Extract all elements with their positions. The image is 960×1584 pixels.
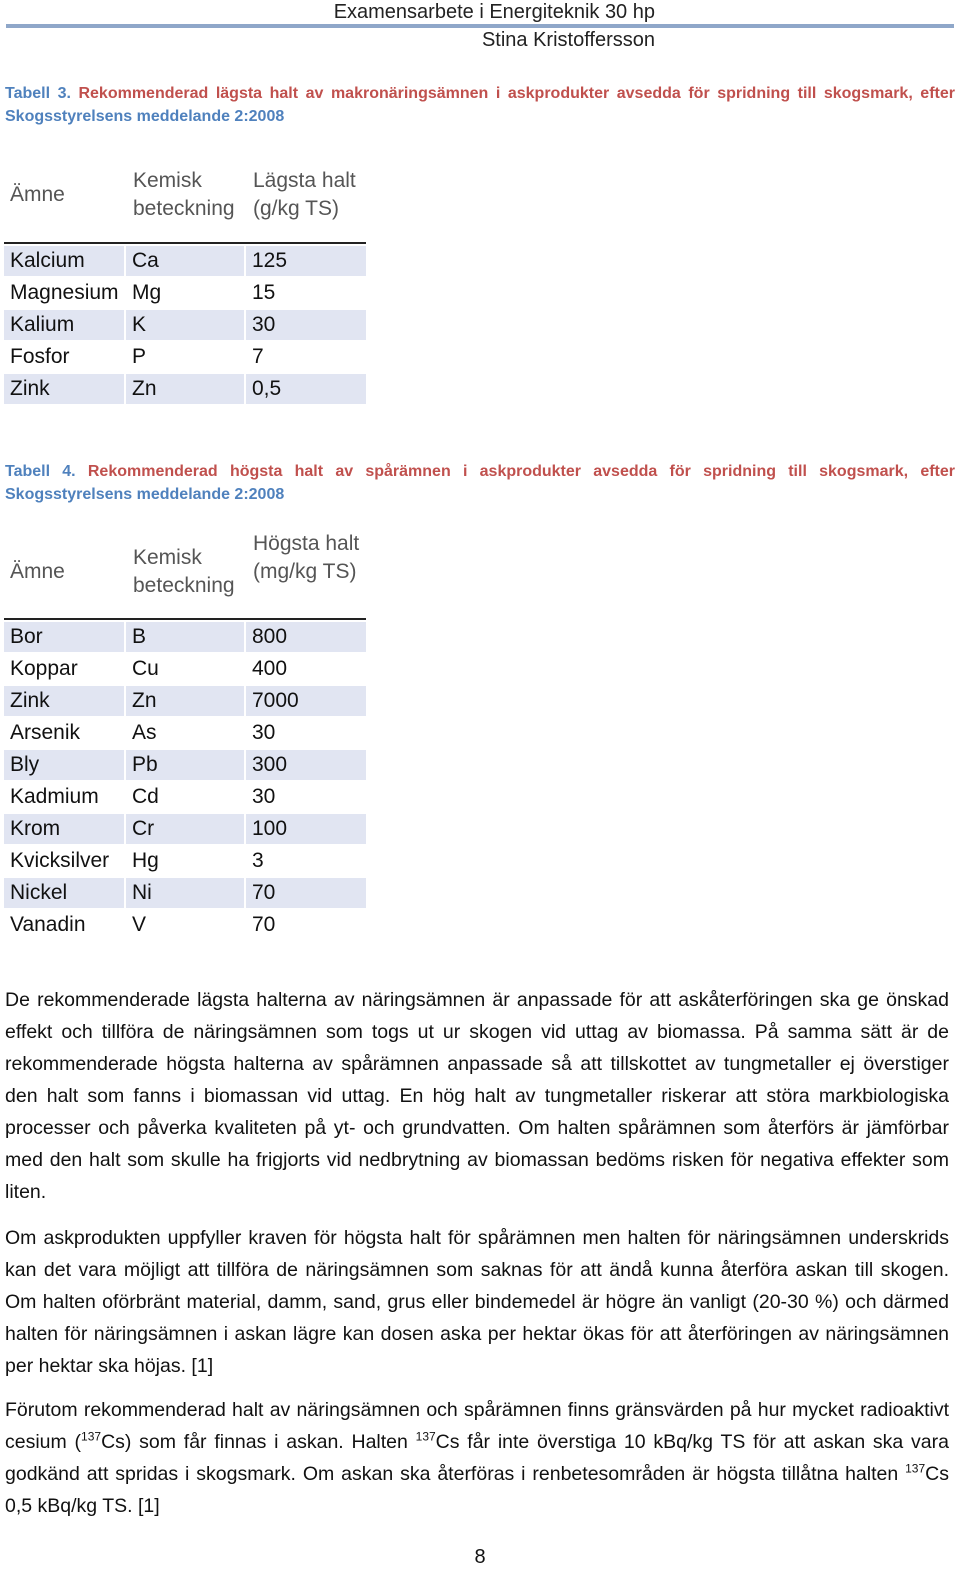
table4-cell-symbol: As	[132, 721, 157, 744]
table3-cell-symbol: Mg	[132, 281, 162, 304]
table4-cell-symbol: Zn	[126, 686, 244, 716]
table3-header-kemisk: Kemisk beteckning	[133, 169, 235, 220]
table-row	[4, 780, 366, 812]
table-row	[4, 372, 366, 404]
table4-cell-name: Koppar	[10, 657, 78, 680]
table4-cell-symbol: Hg	[132, 849, 159, 872]
table3-cell-name: Kalcium	[4, 246, 124, 276]
table3-caption	[5, 82, 955, 128]
table3-cell-name: Fosfor	[10, 345, 70, 368]
table-row	[4, 716, 366, 748]
table4	[4, 530, 366, 940]
table-row	[4, 276, 366, 308]
table4-cell-value: 7000	[246, 686, 366, 716]
table3-cell-value: 125	[246, 246, 366, 276]
table3-cell-symbol: P	[132, 345, 147, 368]
table4-cell-value: 70	[246, 878, 366, 908]
table3-cell-symbol: Ca	[126, 246, 244, 276]
table4-caption-source: Skogsstyrelsens meddelande 2:2008	[5, 486, 285, 503]
table4-cell-symbol: B	[126, 622, 244, 652]
table4-header-amne: Ämne	[10, 560, 65, 583]
paragraph-cesium-text-c: Cs får inte överstiga 10 kBq/kg TS för att askan ska vara godkänd att spridas i skogsmark. Om askan ska återföras i renbetesområden är högsta tillåtna halten	[5, 1431, 949, 1485]
table3-cell-value: 0,5	[246, 374, 366, 404]
paragraph-cesium-text-b: Cs) som får finnas i askan. Halten	[101, 1431, 416, 1453]
table4-cell-value: 100	[246, 814, 366, 844]
table-row	[4, 908, 366, 940]
header-rule	[6, 24, 954, 28]
table-row	[4, 812, 366, 844]
table4-cell-name: Zink	[4, 686, 124, 716]
table3-cell-name: Kalium	[4, 310, 124, 340]
table-row	[4, 684, 366, 716]
table4-cell-symbol: Ni	[126, 878, 244, 908]
page-header	[0, 0, 960, 51]
table4-cell-value: 400	[252, 657, 288, 680]
table4-cell-name: Bor	[4, 622, 124, 652]
table-row	[4, 652, 366, 684]
table3-cell-name: Zink	[4, 374, 124, 404]
table4-cell-symbol: Pb	[126, 750, 244, 780]
table-row	[4, 620, 366, 652]
table4-cell-symbol: Cr	[126, 814, 244, 844]
table3-cell-symbol: Zn	[126, 374, 244, 404]
table4-cell-symbol: Cd	[132, 785, 159, 808]
table3-header-amne: Ämne	[10, 183, 65, 206]
table4-cell-value: 300	[246, 750, 366, 780]
table3-header	[4, 164, 366, 244]
table4-cell-value: 70	[252, 913, 276, 936]
header-author: Stina Kristoffersson	[481, 29, 655, 51]
table3-header-halt: Lägsta halt (g/kg TS)	[253, 169, 356, 220]
table3	[4, 164, 366, 404]
table4-header	[4, 530, 366, 620]
table4-cell-name: Krom	[4, 814, 124, 844]
table-row	[4, 244, 366, 276]
isotope-superscript: 137	[81, 1429, 102, 1444]
table4-caption-label: Tabell 4.	[5, 463, 76, 480]
paragraph-cesium-limits	[5, 1394, 949, 1522]
page-number: 8	[474, 1546, 486, 1568]
table4-header-kemisk: Kemisk beteckning	[133, 546, 235, 597]
paragraph-cesium-text-d: Cs 0,5 kBq/kg TS. [1]	[5, 1463, 949, 1517]
table4-cell-name: Nickel	[4, 878, 124, 908]
table3-cell-name: Magnesium	[10, 281, 119, 304]
table-row	[4, 844, 366, 876]
table3-cell-value: 15	[252, 281, 276, 304]
table3-cell-symbol: K	[126, 310, 244, 340]
table3-caption-label: Tabell 3.	[5, 85, 71, 102]
table4-cell-name: Kadmium	[10, 785, 99, 808]
table4-caption-text: Rekommenderad högsta halt av spårämnen i askprodukter avsedda för spridning till skogsmark, efter	[75, 463, 955, 480]
table4-cell-symbol: Cu	[132, 657, 159, 680]
paragraph-recommended-levels: De rekommenderade lägsta halterna av näringsämnen är anpassade för att askåterföringen ska ge önskad effekt och tillföra de näringsämnen som togs ut ur skogen vid uttag av biomassa. På samma sätt är de rekommenderade högsta halterna av spårämnen anpassade så att tillskottet av tungmetaller ej överstiger den halt som fanns i biomassan vid uttag. En hög halt av tungmetaller riskerar att störa markbiologiska processer och påverka kvaliteten på yt- och grundvatten. Om halten spårämnen som återförs är jämförbar med den halt som skulle ha frigjorts vid nedbrytning av biomassan bedöms risken för negativa effekter som liten.	[5, 989, 949, 1203]
table4-cell-name: Bly	[4, 750, 124, 780]
table4-cell-name: Vanadin	[10, 913, 86, 936]
table4-cell-value: 800	[246, 622, 366, 652]
table3-cell-value: 7	[252, 345, 264, 368]
table4-caption	[5, 460, 955, 506]
table4-cell-value: 30	[252, 721, 276, 744]
table4-cell-name: Arsenik	[10, 721, 81, 744]
table4-header-halt: Högsta halt (mg/kg TS)	[253, 532, 360, 583]
table-row	[4, 308, 366, 340]
table3-caption-text: Rekommenderad lägsta halt av makronäringsämnen i askprodukter avsedda för spridning till skogsmark, efter	[70, 85, 955, 102]
table4-cell-name: Kvicksilver	[10, 849, 110, 872]
table4-cell-symbol: V	[132, 913, 147, 936]
paragraph-nutrient-shortfall: Om askprodukten uppfyller kraven för högsta halt för spårämnen men halten för näringsämnen underskrids kan det vara möjligt att tillföra de näringsämnen som saknas för att ändå kunna återföra askan till skogen. Om halten oförbränt material, damm, sand, grus eller bindemedel är högre än vanligt (20-30 %) och därmed halten för näringsämnen i askan lägre kan dosen aska per hektar ökas för att återföringen av näringsämnen per hektar ska höjas. [1]	[5, 1227, 949, 1377]
isotope-superscript: 137	[905, 1461, 926, 1476]
table3-cell-value: 30	[246, 310, 366, 340]
table4-cell-value: 3	[252, 849, 264, 872]
table-row	[4, 748, 366, 780]
table4-cell-value: 30	[252, 785, 276, 808]
header-course: Examensarbete i Energiteknik 30 hp	[333, 1, 655, 23]
table-row	[4, 876, 366, 908]
paragraph-cesium-text-a: Förutom rekommenderad halt av näringsämnen och spårämnen finns gränsvärden på hur mycket radioaktivt cesium (	[5, 1399, 949, 1453]
isotope-superscript: 137	[415, 1429, 436, 1444]
table-row	[4, 340, 366, 372]
table3-caption-source: Skogsstyrelsens meddelande 2:2008	[5, 108, 285, 125]
